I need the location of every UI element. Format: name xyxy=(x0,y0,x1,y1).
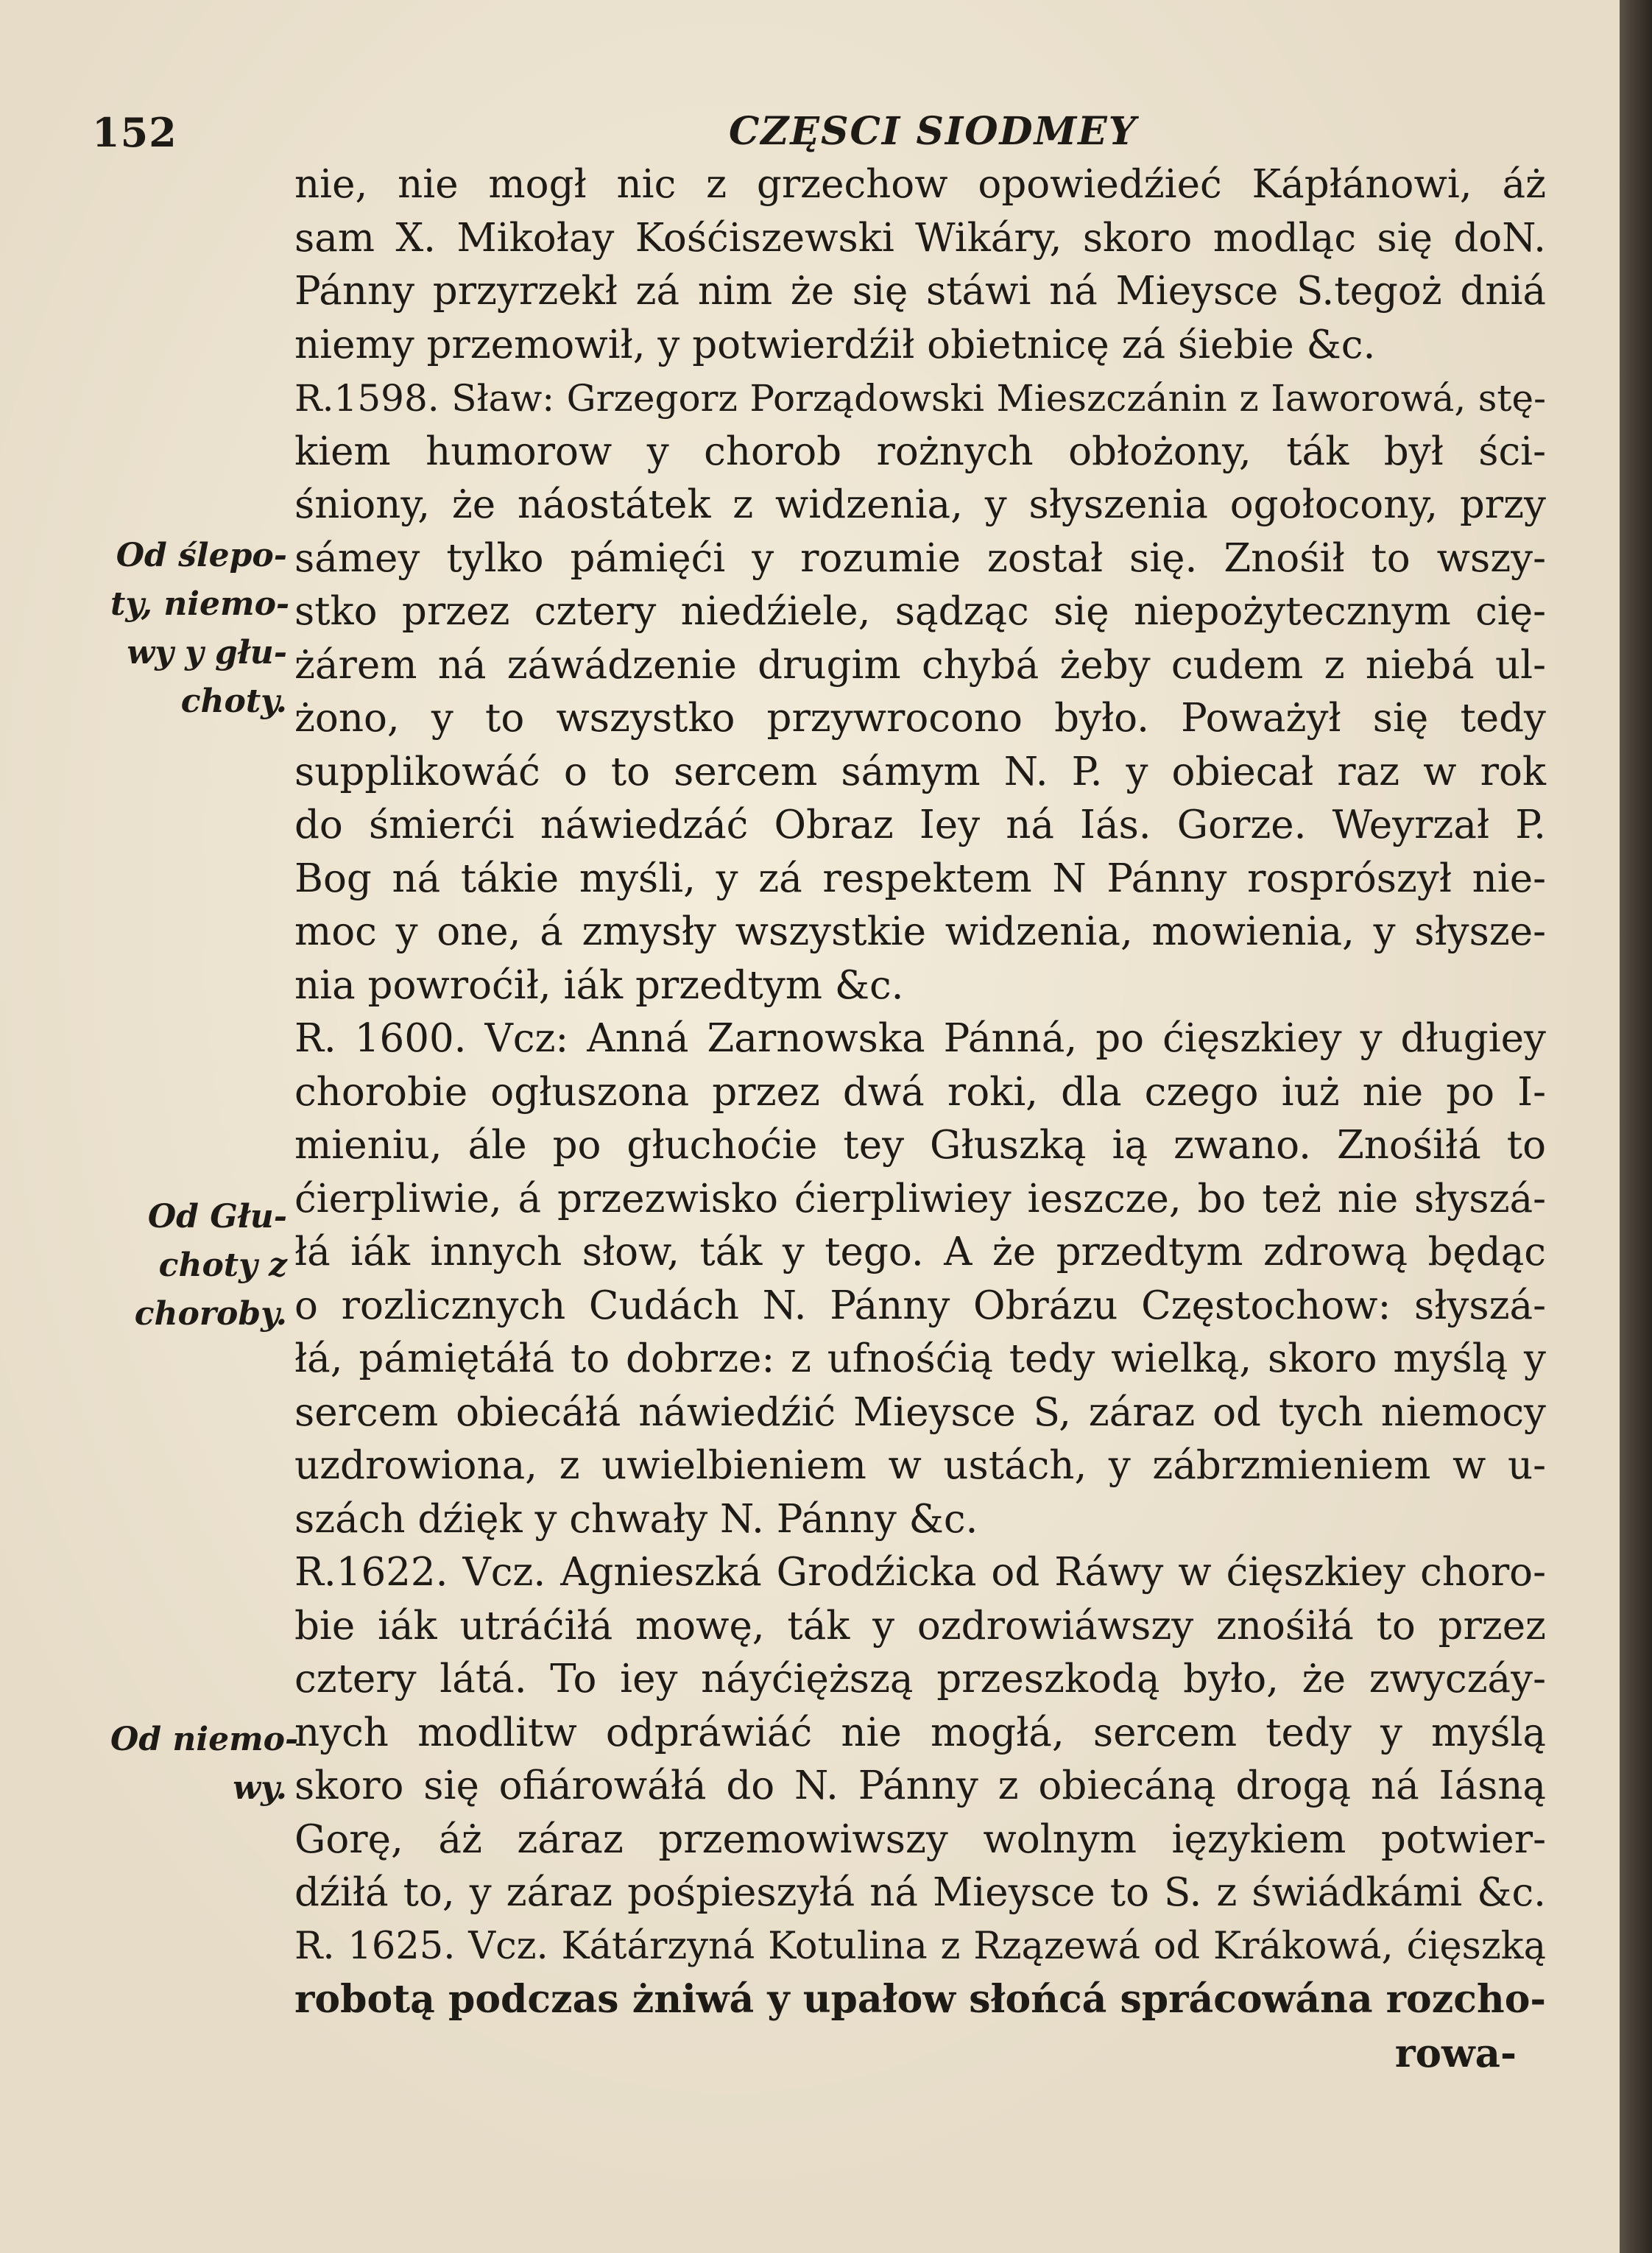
text-line: stko przez cztery niedźiele, sądząc się niepożytecznym cię- xyxy=(294,589,1546,634)
text-line: skoro się ofiárowáłá do N. Pánny z obiecáną drogą ná Iásną xyxy=(294,1763,1546,1808)
text-line: Pánny przyrzekł zá nim że się stáwi ná Mieysce S.tegoż dniá xyxy=(294,269,1546,314)
margin-note-blindness-muteness-deafness xyxy=(110,532,290,726)
margin-note-line: Od niemo- xyxy=(110,1721,299,1758)
text-line: do śmierći náwiedzáć Obraz Iey ná Iás. Gorze. Weyrzał P. xyxy=(294,803,1546,847)
margin-note-deafness-illness xyxy=(110,1193,287,1339)
text-line: moc y one, á zmysły wszystkie widzenia, mowienia, y słysze- xyxy=(294,909,1546,954)
text-line: żono, y to wszystko przywrocono było. Poważył się tedy xyxy=(294,696,1546,741)
text-line: ćierpliwie, á przezwisko ćierpliwiey ieszcze, bo też nie słyszá- xyxy=(294,1176,1546,1221)
text-line: R.1598. Sław: Grzegorz Porządowski Mieszczánin z Iaworowá, stę- xyxy=(294,377,1546,420)
text-line: niemy przemowił, y potwierdźił obietnicę zá śiebie &c. xyxy=(294,322,1376,367)
text-line: szách dźięk y chwały N. Pánny &c. xyxy=(294,1496,978,1542)
body-text xyxy=(294,158,1546,2080)
text-line: Gorę, áż záraz przemowiwszy wolnym ięzykiem potwier- xyxy=(294,1816,1546,1862)
text-line: chorobie ogłuszona przez dwá roki, dla czego iuż nie po I- xyxy=(294,1069,1546,1115)
margin-note-muteness xyxy=(110,1716,299,1813)
text-line: robotą podczas żniwá y upałow słońcá sprácowána rozcho- xyxy=(294,1977,1546,2022)
margin-note-line: choroby. xyxy=(134,1295,287,1333)
running-head: CZĘSCI SIODMEY xyxy=(729,109,1137,154)
margin-note-line: wy. xyxy=(233,1769,287,1807)
margin-note-line: ty, niemo- xyxy=(110,585,290,623)
text-line: cztery látá. To iey náyćięższą przeszkodą było, że zwyczáy- xyxy=(294,1657,1546,1702)
text-line: sámey tylko pámięći y rozumie został się. Znośił to wszy- xyxy=(294,535,1546,581)
text-line: żárem ná záwádzenie drugim chybá żeby cudem z niebá ul- xyxy=(294,642,1546,688)
text-line: o rozlicznych Cudách N. Pánny Obrázu Częstochow: słyszá- xyxy=(294,1283,1546,1328)
margin-note-line: Od ślepo- xyxy=(116,537,287,574)
catchword: rowa- xyxy=(1394,2030,1517,2076)
text-line: kiem humorow y chorob rożnych obłożony, ták był ści- xyxy=(294,429,1546,474)
book-spine-edge xyxy=(1620,0,1652,2253)
text-line: śniony, że náostátek z widzenia, y słyszenia ogołocony, przy xyxy=(294,482,1546,527)
margin-note-line: wy y głu- xyxy=(127,634,287,671)
margin-note-line: choty z xyxy=(158,1247,287,1284)
text-line: Bog ná tákie myśli, y zá respektem N Pánny rosprószył nie- xyxy=(294,856,1546,901)
margin-note-line: choty. xyxy=(180,683,287,720)
text-line: łá iák innych słow, ták y tego. A że przedtym zdrową będąc xyxy=(294,1230,1546,1274)
text-line: R. 1600. Vcz: Anná Zarnowska Pánná, po ćięszkiey y długiey xyxy=(294,1016,1546,1061)
text-line: nia powroćił, iák przedtym &c. xyxy=(294,962,904,1008)
text-line: supplikowáć o to sercem sámym N. P. y obiecał raz w rok xyxy=(294,749,1546,794)
text-line: dźiłá to, y záraz pośpieszyłá ná Mieysce to S. z świádkámi &c. xyxy=(294,1870,1546,1915)
text-line: sercem obiecáłá náwiedźić Mieysce S, záraz od tych niemocy xyxy=(294,1389,1546,1435)
margin-note-line: Od Głu- xyxy=(147,1198,287,1235)
text-line: nie, nie mogł nic z grzechow opowiedźieć Kápłánowi, áż xyxy=(294,162,1546,207)
text-line: bie iák utráćiłá mowę, ták y ozdrowiáwszy znośiłá to przez xyxy=(294,1603,1546,1649)
text-line: mieniu, ále po głuchoćie tey Głuszką ią zwano. Znośiłá to xyxy=(294,1123,1546,1168)
text-line: R. 1625. Vcz. Kátárzyná Kotulina z Rzązewá od Krákowá, ćięszką xyxy=(294,1924,1546,1968)
text-line: R.1622. Vcz. Agnieszká Grodźicka od Ráwy w ćięszkiey choro- xyxy=(294,1550,1546,1595)
text-line: nych modlitw odpráwiáć nie mogłá, sercem tedy y myślą xyxy=(294,1710,1546,1755)
text-line: sam X. Mikołay Kośćiszewski Wikáry, skoro modląc się doN. xyxy=(294,215,1546,261)
text-line: uzdrowiona, z uwielbieniem w ustách, y zábrzmieniem w u- xyxy=(294,1443,1546,1488)
text-line: łá, pámiętáłá to dobrze: z ufnośćią tedy wielką, skoro myślą y xyxy=(294,1336,1546,1381)
page-number: 152 xyxy=(92,109,177,156)
